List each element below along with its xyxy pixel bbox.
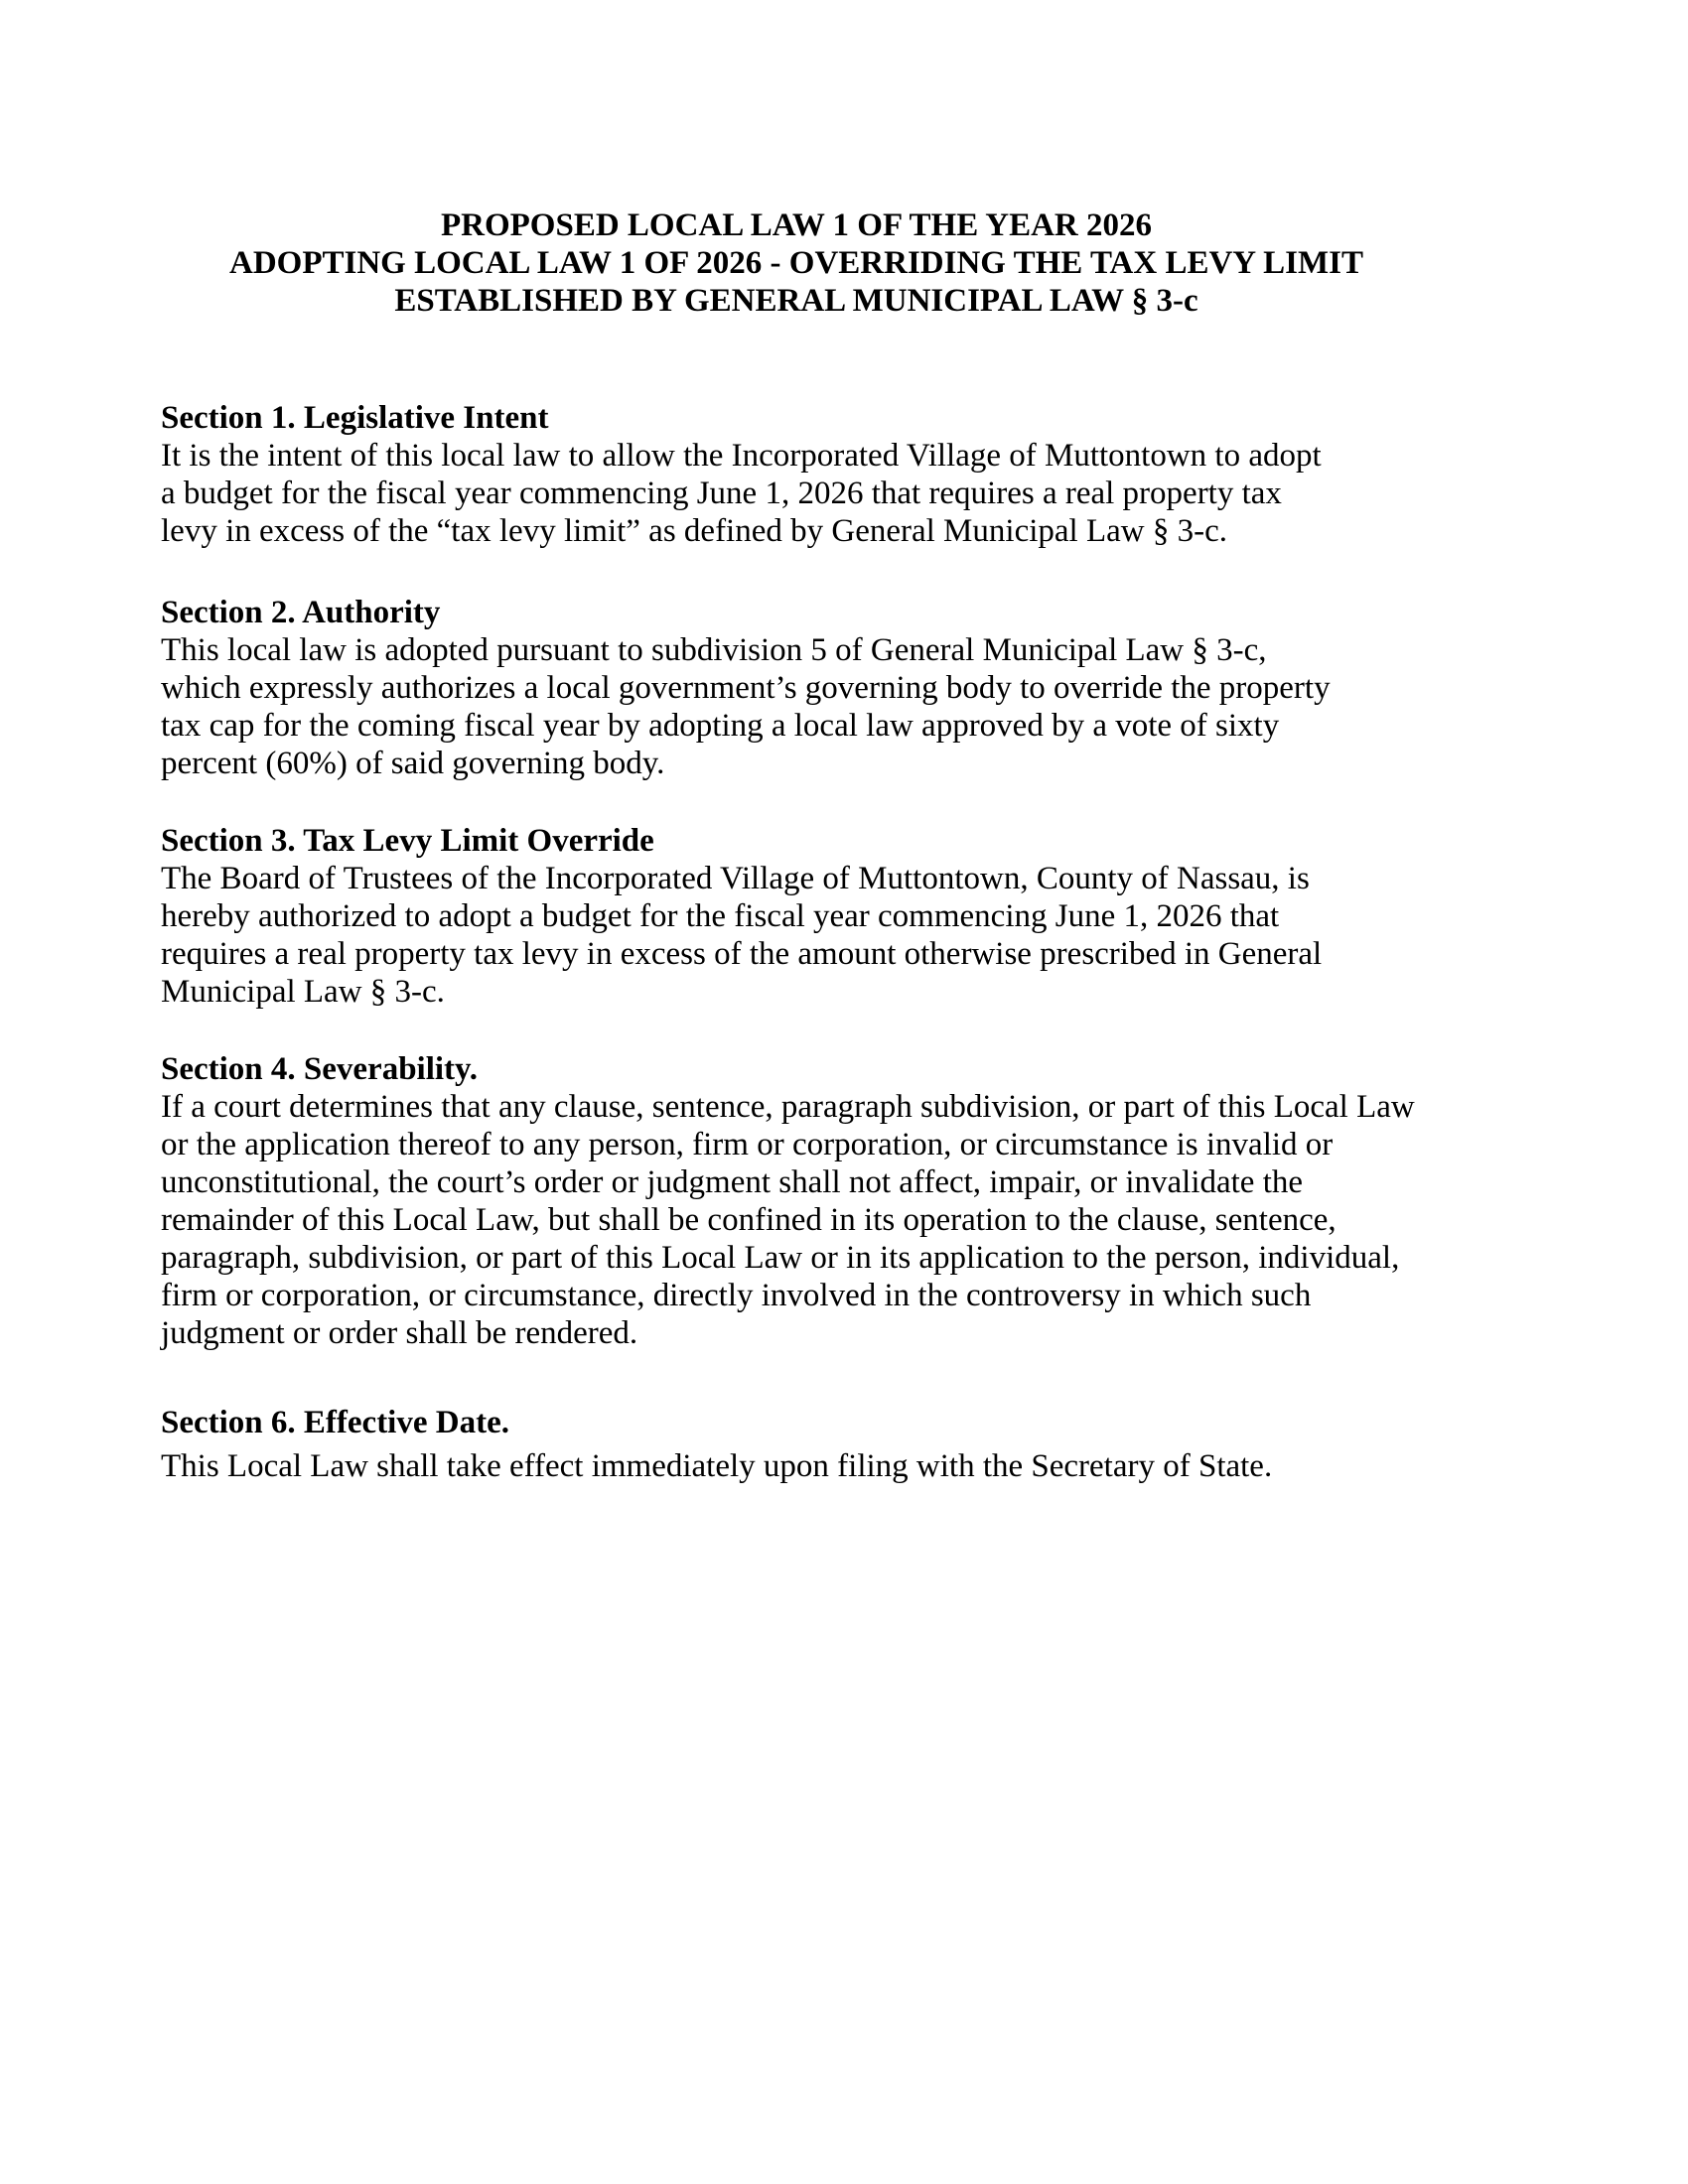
paragraph-line: firm or corporation, or circumstance, directly involved in the controversy in which such bbox=[161, 1278, 1312, 1313]
section bbox=[161, 1404, 1688, 1485]
section bbox=[161, 399, 1688, 550]
paragraph-line: tax cap for the coming fiscal year by adopting a local law approved by a vote of sixty bbox=[161, 708, 1280, 744]
paragraph-line: a budget for the fiscal year commencing June 1, 2026 that requires a real property tax bbox=[161, 476, 1282, 511]
section bbox=[161, 1050, 1688, 1352]
paragraph-line: The Board of Trustees of the Incorporated Village of Muttontown, County of Nassau, is bbox=[161, 861, 1310, 896]
section-heading: Section 6. Effective Date. bbox=[161, 1405, 509, 1440]
section bbox=[161, 822, 1688, 1011]
section-heading: Section 4. Severability. bbox=[161, 1051, 478, 1087]
title-line: ESTABLISHED BY GENERAL MUNICIPAL LAW § 3-c bbox=[394, 283, 1198, 319]
document-sections bbox=[161, 399, 1688, 1485]
paragraph-line: Municipal Law § 3-c. bbox=[161, 974, 445, 1010]
paragraph-line: remainder of this Local Law, but shall be confined in its operation to the clause, sentence, bbox=[161, 1202, 1336, 1238]
paragraph-line: which expressly authorizes a local government’s governing body to override the property bbox=[161, 670, 1331, 706]
document-title bbox=[161, 206, 1432, 320]
section bbox=[161, 594, 1688, 782]
title-line: ADOPTING LOCAL LAW 1 OF 2026 - OVERRIDING THE TAX LEVY LIMIT bbox=[228, 245, 1364, 281]
paragraph-line: If a court determines that any clause, sentence, paragraph subdivision, or part of this Local Law bbox=[161, 1089, 1415, 1125]
paragraph-line: It is the intent of this local law to allow the Incorporated Village of Muttontown to adopt bbox=[161, 438, 1322, 474]
paragraph-line: hereby authorized to adopt a budget for the fiscal year commencing June 1, 2026 that bbox=[161, 898, 1280, 934]
section-heading: Section 3. Tax Levy Limit Override bbox=[161, 823, 654, 859]
section-heading: Section 1. Legislative Intent bbox=[161, 400, 549, 436]
paragraph-line: judgment or order shall be rendered. bbox=[161, 1315, 638, 1351]
paragraph-line: percent (60%) of said governing body. bbox=[161, 746, 665, 781]
paragraph-line: paragraph, subdivision, or part of this Local Law or in its application to the person, individual, bbox=[161, 1240, 1400, 1276]
paragraph-line: requires a real property tax levy in excess of the amount otherwise prescribed in General bbox=[161, 936, 1323, 972]
title-line: PROPOSED LOCAL LAW 1 OF THE YEAR 2026 bbox=[440, 207, 1153, 243]
section-heading: Section 2. Authority bbox=[161, 595, 441, 630]
paragraph-line: This Local Law shall take effect immediately upon filing with the Secretary of State. bbox=[161, 1448, 1273, 1484]
paragraph-line: unconstitutional, the court’s order or judgment shall not affect, impair, or invalidate the bbox=[161, 1164, 1304, 1200]
paragraph-line: levy in excess of the “tax levy limit” as defined by General Municipal Law § 3-c. bbox=[161, 513, 1227, 549]
paragraph-line: This local law is adopted pursuant to subdivision 5 of General Municipal Law § 3-c, bbox=[161, 632, 1267, 668]
paragraph-line: or the application thereof to any person, firm or corporation, or circumstance is invalid or bbox=[161, 1127, 1334, 1162]
